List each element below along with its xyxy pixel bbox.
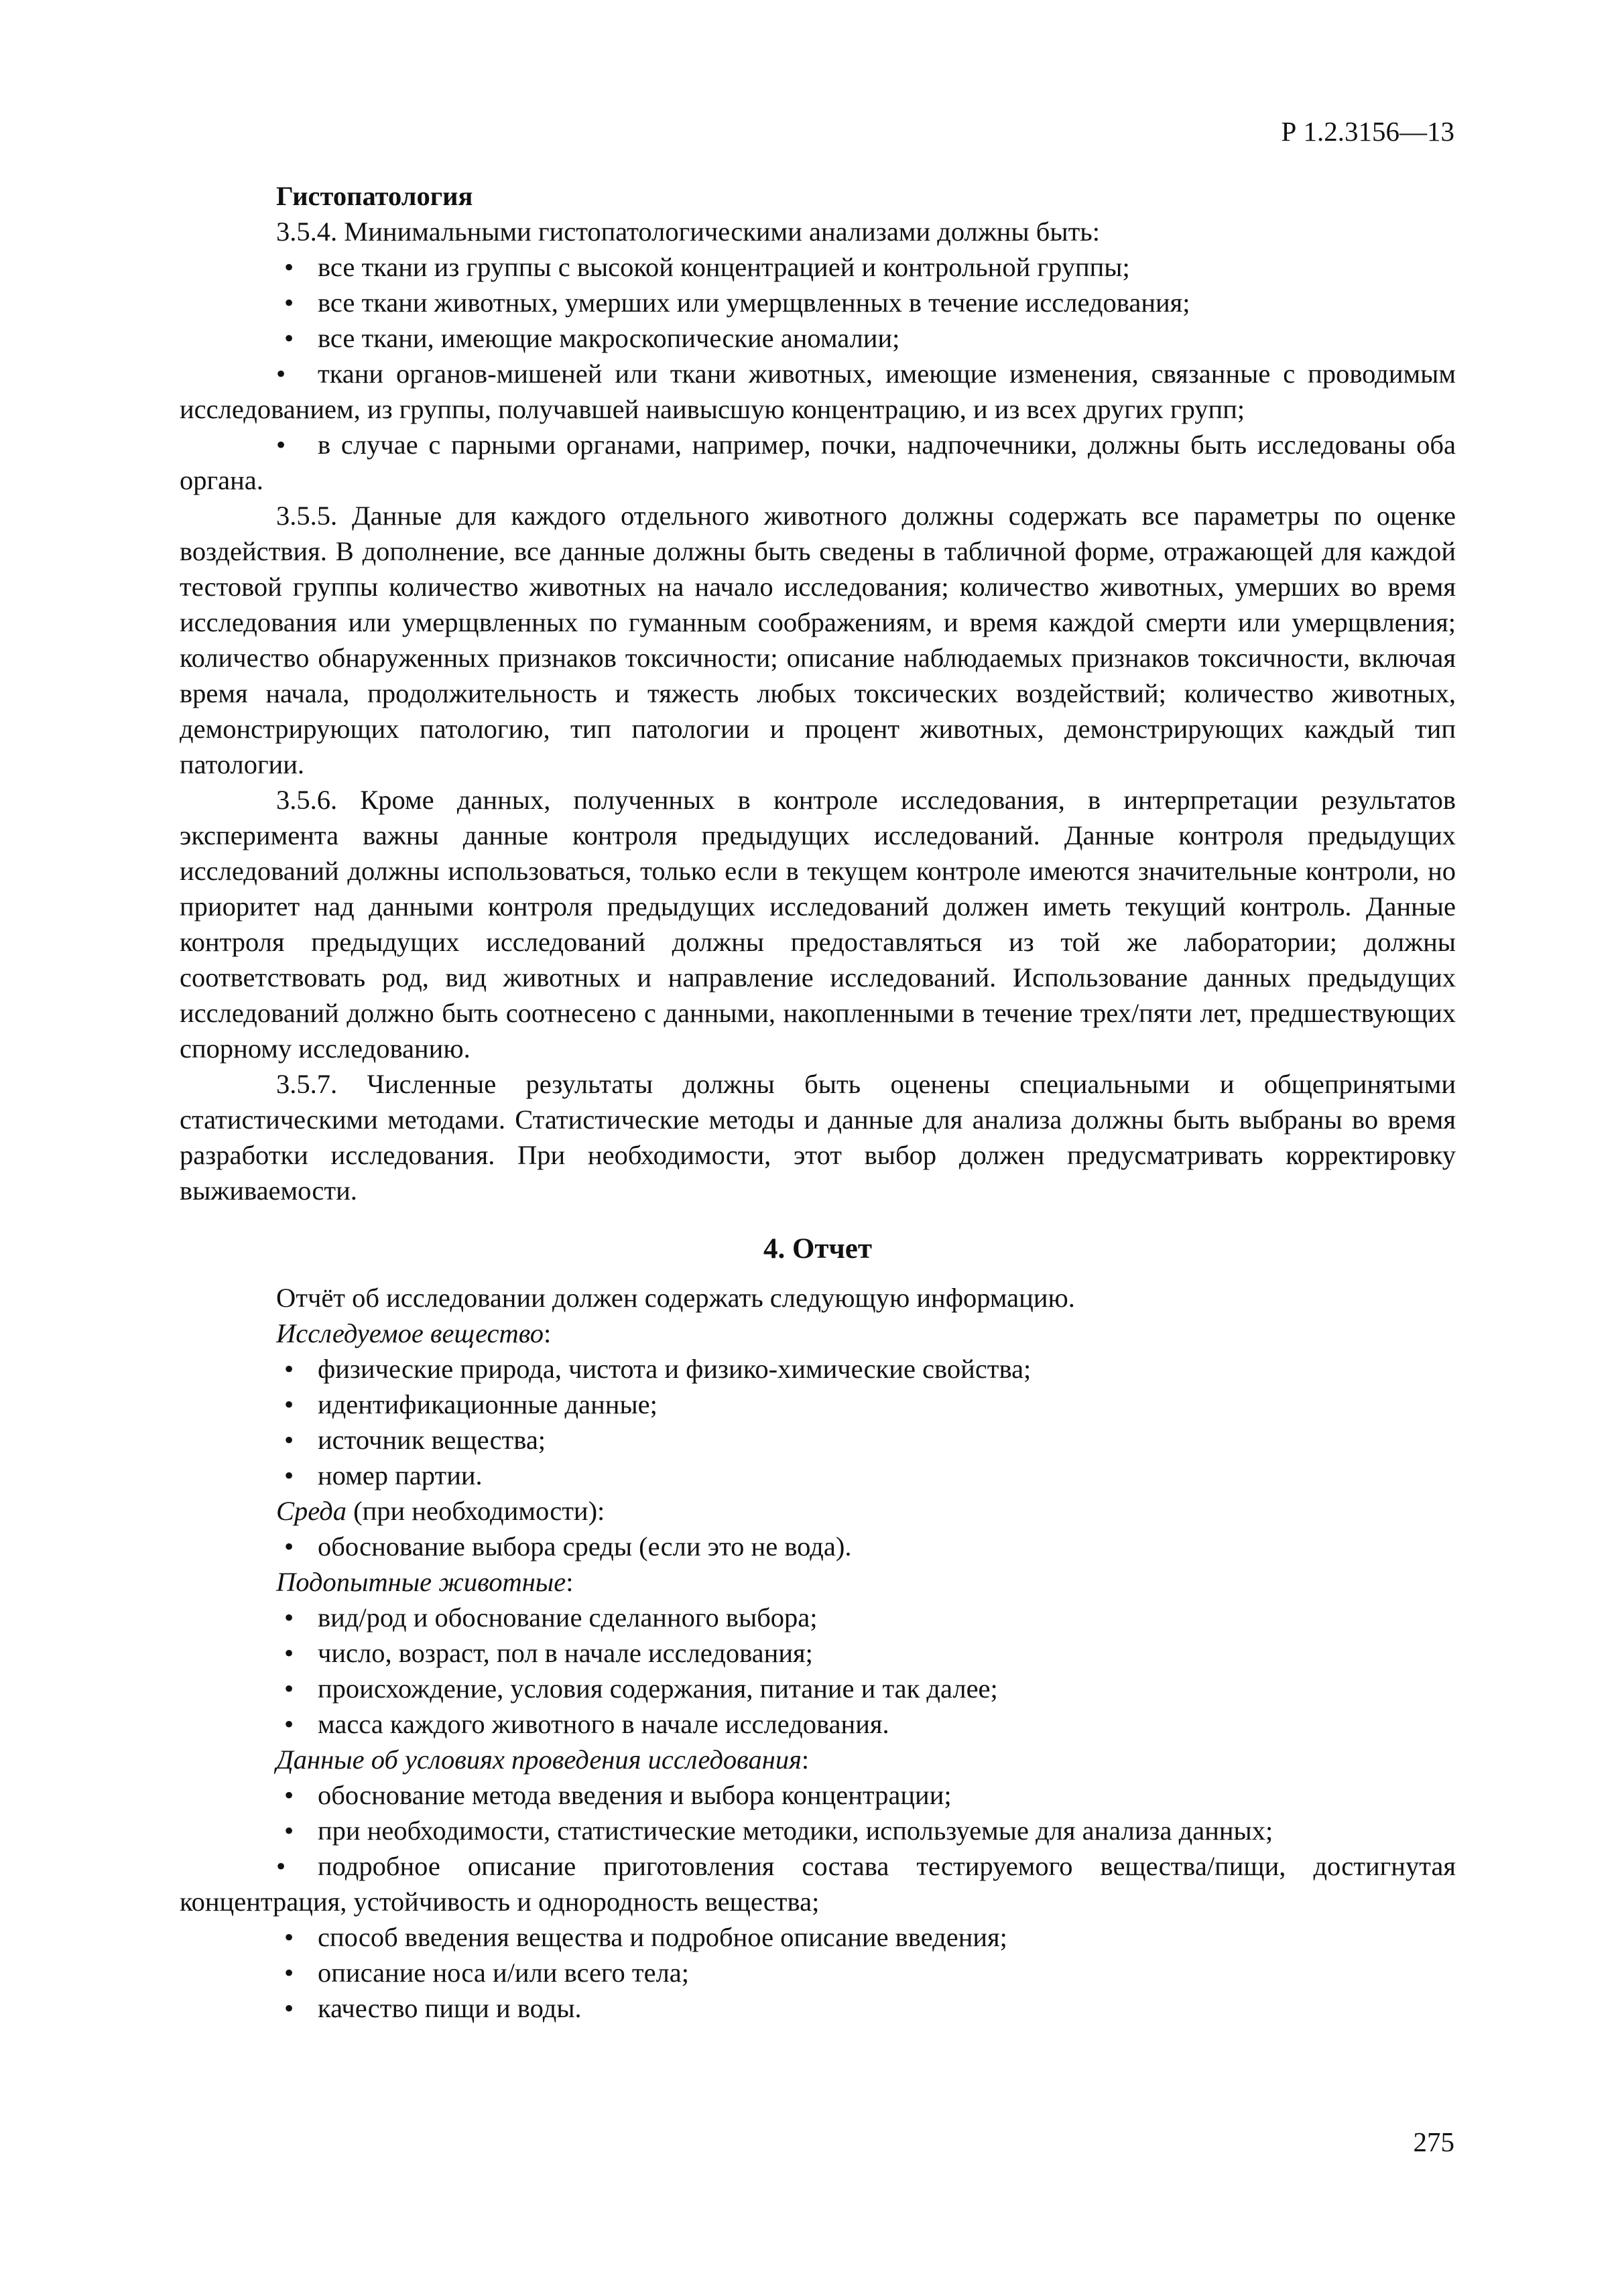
paragraph-3-5-4: 3.5.4. Минимальными гистопатологическими анализами должны быть: [276, 216, 1101, 247]
medium-heading-note: (при необходимости): [346, 1496, 605, 1526]
list-item-text: в случае с парными органами, например, почки, надпочечники, должны быть исследованы оба органа. [180, 430, 1456, 495]
section-title-report: 4. Отчет [763, 1233, 873, 1265]
animals-heading: Подопытные животные: [276, 1567, 574, 1597]
list-item: • номер партии. [180, 1458, 1456, 1493]
bullet-icon [276, 1851, 318, 1881]
substance-heading: Исследуемое вещество: [276, 1318, 552, 1348]
animals-list [180, 1600, 1456, 1742]
page-content [180, 178, 1456, 2026]
list-item: • качество пищи и воды. [180, 1990, 1456, 2026]
medium-heading-label: Среда [276, 1496, 347, 1526]
animals-heading-label: Подопытные животные [276, 1567, 566, 1597]
bullet-icon [276, 359, 318, 389]
list-item: • физические природа, чистота и физико-химические свойства; [180, 1351, 1456, 1387]
list-item: • вид/род и обоснование сделанного выбора; [180, 1600, 1456, 1635]
list-item: • все ткани животных, умерших или умерщвленных в течение исследования; [180, 285, 1456, 320]
paragraph-3-5-7: 3.5.7. Численные результаты должны быть оценены специальными и общепринятыми статистическими методами. Статистические методы и данные для анализа должны быть выбраны во время разработки исследования. При необходимости, этот выбор должен предусматривать корректировку выживаемости. [180, 1069, 1456, 1206]
list-item: • масса каждого животного в начале исследования. [180, 1706, 1456, 1742]
substance-heading-label: Исследуемое вещество [276, 1318, 544, 1348]
report-intro: Отчёт об исследовании должен содержать следующую информацию. [276, 1283, 1075, 1313]
section-heading-histopathology: Гистопатология [276, 181, 473, 211]
document-code: Р 1.2.3156—13 [1281, 116, 1454, 147]
list-item-text: подробное описание приготовления состава тестируемого вещества/пищи, достигнутая концентрация, устойчивость и однородность вещества; [180, 1851, 1456, 1917]
list-item: • обоснование выбора среды (если это не вода). [180, 1529, 1456, 1564]
list-item: • описание носа и/или всего тела; [180, 1955, 1456, 1990]
list-item [180, 356, 1456, 427]
list-item: • все ткани, имеющие макроскопические аномалии; [180, 320, 1456, 356]
list-item: • при необходимости, статистические методики, используемые для анализа данных; [180, 1813, 1456, 1848]
list-item: • источник вещества; [180, 1422, 1456, 1458]
conditions-heading-label: Данные об условиях проведения исследования [276, 1744, 802, 1775]
list-item [180, 427, 1456, 498]
paragraph-3-5-5: 3.5.5. Данные для каждого отдельного животного должны содержать все параметры по оценке воздействия. В дополнение, все данные должны быть сведены в табличной форме, отражающей для каждой тестовой группы количество животных на начало исследования; количество животных, умерших во время исследования или умерщвленных по гуманным соображениям, и время каждой смерти или умерщвления; количество обнаруженных признаков токсичности; описание наблюдаемых признаков токсичности, включая время начала, продолжительность и тяжесть любых токсических воздействий; количество животных, демонстрирующих патологию, тип патологии и процент животных, демонстрирующих каждый тип патологии. [180, 501, 1456, 779]
conditions-list [180, 1777, 1456, 2026]
list-item-text: ткани органов-мишеней или ткани животных, имеющие изменения, связанные с проводимым исследованием, из группы, получавшей наивысшую концентрацию, и из всех других групп; [180, 359, 1456, 424]
substance-list [180, 1351, 1456, 1493]
paragraph-3-5-6: 3.5.6. Кроме данных, полученных в контроле исследования, в интерпретации результатов эксперимента важны данные контроля предыдущих исследований. Данные контроля предыдущих исследований должны использоваться, только если в текущем контроле имеются значительные контроли, но приоритет над данными контроля предыдущих исследований должен иметь текущий контроль. Данные контроля предыдущих исследований должны предоставляться из той же лаборатории; должны соответствовать род, вид животных и направление исследований. Использование данных предыдущих исследований должно быть соотнесено с данными, накопленными в течение трех/пяти лет, предшествующих спорному исследованию. [180, 785, 1456, 1064]
list-item: • идентификационные данные; [180, 1387, 1456, 1422]
medium-heading [180, 1493, 1456, 1529]
medium-list [180, 1529, 1456, 1564]
list-item [180, 1848, 1456, 1919]
list-item: • обоснование метода введения и выбора концентрации; [180, 1777, 1456, 1813]
list-item: • число, возраст, пол в начале исследования; [180, 1635, 1456, 1671]
page-number: 275 [1413, 2126, 1454, 2157]
bullet-icon [276, 430, 318, 460]
conditions-heading: Данные об условиях проведения исследования: [276, 1744, 810, 1775]
list-item: • происхождение, условия содержания, питание и так далее; [180, 1671, 1456, 1706]
list-item: • все ткани из группы с высокой концентрацией и контрольной группы; [180, 249, 1456, 285]
list-item: • способ введения вещества и подробное описание введения; [180, 1919, 1456, 1955]
histopathology-list [180, 249, 1456, 498]
